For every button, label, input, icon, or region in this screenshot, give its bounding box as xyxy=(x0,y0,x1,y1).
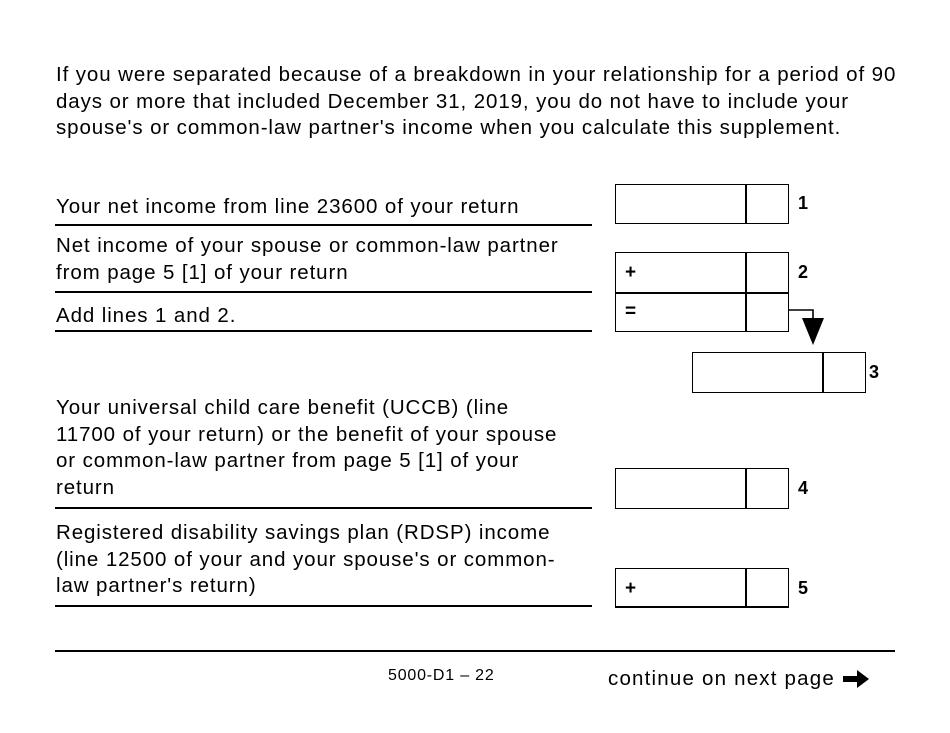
add-lines-label: Add lines 1 and 2. xyxy=(56,304,237,327)
add-lines-rule xyxy=(55,330,592,332)
line-1-number: 1 xyxy=(798,193,809,213)
line-5-label: Registered disability savings plan (RDSP) income (line 12500 of your and your spouse's or common-law partner's return) xyxy=(56,521,556,597)
line-5-plus-operator: + xyxy=(625,578,637,599)
line-2-plus-operator: + xyxy=(625,262,637,283)
cents-divider xyxy=(822,353,824,392)
line-1-amount-field[interactable] xyxy=(615,184,789,224)
line-3-number: 3 xyxy=(869,362,880,382)
line-4-number: 4 xyxy=(798,478,809,498)
cents-divider xyxy=(745,185,747,223)
line-4-rule xyxy=(55,507,592,509)
continue-notice xyxy=(608,667,871,691)
page-number: 5000-D1 – 22 xyxy=(388,667,495,684)
carry-down-arrow-icon xyxy=(786,306,830,348)
line-1-label: Your net income from line 23600 of your return xyxy=(56,195,520,218)
cents-divider xyxy=(745,294,747,331)
line-sum-amount-field[interactable] xyxy=(615,293,789,332)
line-2-number: 2 xyxy=(798,262,809,282)
line-4-label: Your universal child care benefit (UCCB) (line 11700 of your return) or the benefit of your spouse or common-law partner from page 5 [1] of your return xyxy=(56,396,558,499)
line-5-number: 5 xyxy=(798,578,809,598)
continue-text: continue on next page xyxy=(608,667,835,690)
cents-divider xyxy=(745,569,747,606)
line-2-rule xyxy=(55,291,592,293)
line-sum-equals-operator: = xyxy=(625,301,637,322)
footer-rule xyxy=(55,650,895,652)
cents-divider xyxy=(745,253,747,292)
cents-divider xyxy=(745,469,747,508)
line-3-amount-field[interactable] xyxy=(692,352,866,393)
line-5-amount-field[interactable] xyxy=(615,568,789,608)
line-4-amount-field[interactable] xyxy=(615,468,789,509)
right-arrow-icon xyxy=(841,667,871,691)
line-2-amount-field[interactable] xyxy=(615,252,789,293)
line-2-label: Net income of your spouse or common-law partner from page 5 [1] of your return xyxy=(56,234,559,284)
line-5-rule xyxy=(55,605,592,607)
intro-paragraph: If you were separated because of a breakdown in your relationship for a period of 90 days or more that included December 31, 2019, you do not have to include your spouse's or common-law partner's income when you calculate this supplement. xyxy=(56,63,897,139)
line-1-rule xyxy=(55,224,592,226)
